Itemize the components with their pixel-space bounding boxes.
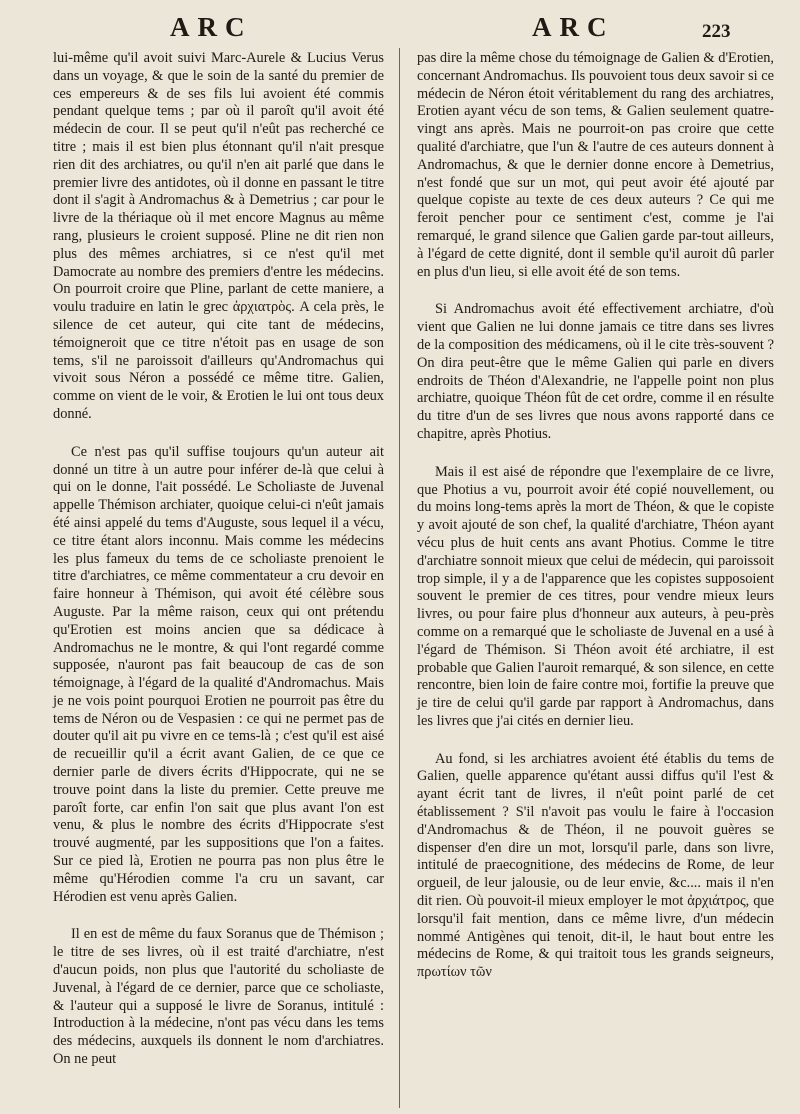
paragraph: Il en est de même du faux Soranus que de Thémison ; le titre de ses livres, où il est traité d'archiatre, n'est d'aucun poids, non plus que l'autorité du scholiaste de Juvenal, à l'égard de ce dernier, parce que ce scholiaste, & l'auteur qui a supposé le livre de Soranus, intitulé : Introduction à la médecine, n'ont pas vécu dans les tems des médecins, auxquels ils donnent le nom d'archiatres. On ne peut xyxy=(53,926,384,1068)
paragraph: Mais il est aisé de répondre que l'exemplaire de ce livre, que Photius a vu, pourroit avoir été copié nouvellement, ou du moins long-tems après la mort de Théon, & que le copiste y avoit ajouté de son chef, la qualité d'archiatre, Théon ayant vécu plus de huit cents ans avant Photius. Comme le titre d'archiatre sonnoit mieux que celui de médecin, qui paroissoit trop simple, il y a de l'apparence que les copistes supposoient souvent le premier de ces titres, pour vendre mieux leurs livres, ou pour faire plus d'honneur aux auteurs, à peu-près comme on a remarqué que le scholiaste de Juvenal en a usé à l'égard de Thémison. Si Théon avoit été archiatre, il est probable que Galien l'auroit remarqué, & son silence, en cette rencontre, bien loin de faire contre moi, fortifie la preuve que je tire de celui qu'il garde par rapport à Andromachus, dans les livres que j'ai cités en dernier lieu. xyxy=(417,463,774,729)
paragraph: pas dire la même chose du témoignage de Galien & d'Erotien, concernant Andromachus. Ils pouvoient tous deux savoir si ce médecin de Néron étoit véritablement du rang des archiatres, Erotien ayant vécu de son tems, & Galien seulement quatre-vingt ans après. Mais ne pourroit-on pas croire que cette qualité d'archiatre, que l'un & l'autre de ces auteurs donnent à Andromachus, & que le dernier donne encore à Demetrius, n'est fondé que sur un mot, qui peut avoir été ajouté par quelque copiste au texte de ces deux auteurs ? Ce qui me feroit pencher pour ce sentiment c'est, comme je l'ai remarqué, le grand silence que Galien garde par-tout ailleurs, à l'égard de cette dignité, dont il semble qu'il auroit dû parler en plus d'un lieu, si elle avoit été de son tems. xyxy=(417,50,774,280)
right-column xyxy=(417,50,774,982)
paragraph: Ce n'est pas qu'il suffise toujours qu'un auteur ait donné un titre à un autre pour inférer de-là que celui à qui on le donne, l'ait possédé. Le Scholiaste de Juvenal appelle Thémison archiater, quoique celui-ci n'eût jamais été ainsi appelé du tems d'Auguste, sous lequel il a vécu, ce titre étant alors inconnu. Mais comme les médecins les plus fameux du tems de ce scholiaste prenoient le titre d'archiatres, ce même commentateur a cru devoir en faire honneur à Thémison, qui avoit été célèbre sous Auguste. Par la même raison, ceux qui ont prétendu qu'Erotien est moins ancien que sa dédicace à Andromachus ne le montre, & qui l'ont regardé comme supposée, n'auront pas fait beaucoup de cas de son témoignage, à l'égard de la qualité d'Andromachus. Mais je ne vois point pourquoi Erotien ne pourroit pas être du tems de Néron ou de Vespasien : ce qui ne permet pas de douter qu'il ait pu vivre en ce tems-là ; c'est qu'il est aisé de recueillir qu'il a écrit avant Galien, de ce que ce dernier parle de divers écrits d'Hippocrate, qui ne se trouve point dans la liste du premier. Cette preuve me paroît forte, car enfin l'on sait que plus avant l'on est venu, & plus le nombre des écrits d'Hippocrate s'est trouvé augmenté, par les suppositions que l'on a faites. Sur ce pied là, Erotien ne pourra pas non plus être le même qu'Hérodien comme l'a cru un savant, car Hérodien est venu après Galien. xyxy=(53,443,384,905)
left-column xyxy=(53,50,384,1069)
paragraph: Si Andromachus avoit été effectivement archiatre, d'où vient que Galien ne lui donne jamais ce titre dans ses livres de la composition des médicamens, où il le cite très-souvent ? On dira peut-être que le même Galien qui parle en divers endroits de Théon d'Alexandrie, ne l'appelle point non plus archiatre, quoique Théon fût de cet ordre, comme il en résulte du titre d'un de ses livres que nous avons rapporté dans ce chapitre, après Photius. xyxy=(417,301,774,442)
column-divider xyxy=(399,48,400,1108)
paragraph: lui-même qu'il avoit suivi Marc-Aurele & Lucius Verus dans un voyage, & que le soin de la santé du premier de ces empereurs & de ses fils lui avoient été commis pendant quelque tems ; par où il paroît qu'il avoit été médecin de cour. Il se peut qu'il n'eût pas recherché ce titre ; mais il est bien plus étonnant qu'il n'ait presque rien dit des archiatres, ou qu'il n'en ait parlé que dans le premier livre des antidotes, où il donne en passant le titre dont il s'agit à Andromachus & à Demetrius ; car pour le livre de la thériaque où il met encore Magnus au même rang, plusieurs le croient supposé. Pline ne dit rien non plus des mêmes archiatres, si ce n'est qu'il met Damocrate au nombre des premiers d'entre les médecins. On pourroit croire que Pline, parlant de cette maniere, a voulu traduire en latin le grec ἀρχιατρὸς. A cela près, le silence de cet auteur, qui cite tant de médecins, témoigneroit que ce titre n'étoit pas en usage de son tems, s'il ne paroissoit d'ailleurs qu'Andromachus qui vivoit sous Néron a possédé ce même titre. Galien, comme on vient de le voir, & Erotien le lui ont tous deux donné. xyxy=(53,50,384,422)
page-number: 223 xyxy=(702,21,731,42)
running-header-right: ARC xyxy=(532,12,615,42)
running-header-left: ARC xyxy=(170,12,253,42)
paragraph: Au fond, si les archiatres avoient été établis du tems de Galien, quelle apparence qu'étant aussi diffus qu'il l'est & ayant écrit tant de livres, il n'eût point parlé de cet établissement ? S'il n'avoit pas voulu le faire à l'occasion d'Andromachus & de Théon, il ne pouvoit guères se dispenser d'en dire un mot, lorsqu'il parle, dans son livre, intitulé de praecognitione, des médecins de Rome, de leur orgueil, de leur jalousie, ou de leur envie, &c.... mais il n'en dit rien. Où pouvoit-il mieux employer le mot ἀρχιάτρος, que lorsqu'il fait mention, dans ce même livre, d'un médecin nommé Antigènes qui tenoit, dit-il, le haut bout entre les médecins de Rome, & qui traitoit tous les grands seigneurs, πρωτίων τῶν xyxy=(417,750,774,981)
